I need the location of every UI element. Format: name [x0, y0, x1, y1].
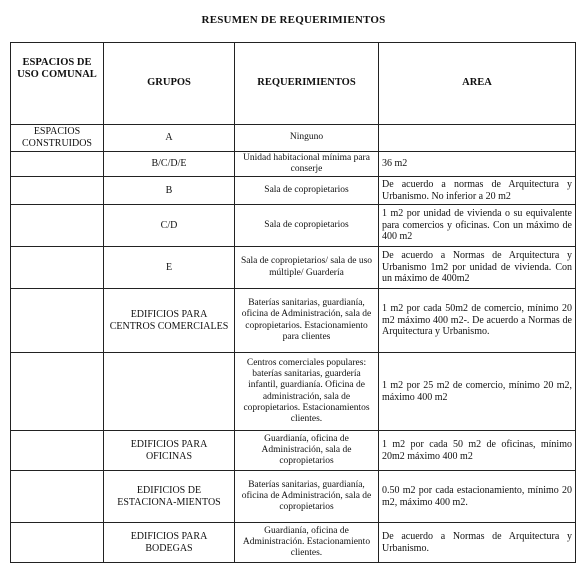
table-row: [11, 289, 576, 353]
table-header-row: [11, 43, 576, 125]
header-requerimientos: REQUERIMIENTOS: [235, 43, 379, 125]
cell-espacios: [11, 177, 104, 205]
cell-area: De acuerdo a normas de Arquitectura y Urbanismo. No inferior a 20 m2: [379, 177, 576, 205]
cell-requerimiento: Sala de copropietarios/ sala de uso múltiple/ Guardería: [235, 247, 379, 289]
table-row: [11, 353, 576, 431]
cell-requerimiento: Sala de copropietarios: [235, 205, 379, 247]
cell-espacios: [11, 523, 104, 563]
table-row: [11, 431, 576, 471]
cell-area: De acuerdo a Normas de Arquitectura y Urbanismo 1m2 por unidad de vivienda. Con un máximo de 400m2: [379, 247, 576, 289]
cell-area: 36 m2: [379, 151, 576, 176]
cell-espacios: [11, 289, 104, 353]
cell-requerimiento: Guardianía, oficina de Administración, sala de copropietarios: [235, 431, 379, 471]
cell-espacios: [11, 151, 104, 176]
cell-grupo: C/D: [104, 205, 235, 247]
header-grupos: GRUPOS: [104, 43, 235, 125]
cell-area: 1 m2 por cada 50 m2 de oficinas, mínimo 20m2 máximo 400 m2: [379, 431, 576, 471]
table-row: [11, 151, 576, 176]
cell-area: [379, 125, 576, 152]
cell-grupo: B/C/D/E: [104, 151, 235, 176]
cell-espacios: [11, 205, 104, 247]
table-row: [11, 205, 576, 247]
cell-grupo: EDIFICIOS PARA BODEGAS: [104, 523, 235, 563]
cell-espacios: [11, 247, 104, 289]
cell-area: 1 m2 por cada 50m2 de comercio, mínimo 20 m2 máximo 400 m2-. De acuerdo a Normas de Arquitectura y Urbanismo.: [379, 289, 576, 353]
cell-grupo: B: [104, 177, 235, 205]
header-area: AREA: [379, 43, 576, 125]
table-row: [11, 247, 576, 289]
cell-area: De acuerdo a Normas de Arquitectura y Urbanismo.: [379, 523, 576, 563]
table-row: [11, 523, 576, 563]
cell-area: 0.50 m2 por cada estacionamiento, mínimo 20 m2, máximo 400 m2.: [379, 471, 576, 523]
cell-area: 1 m2 por 25 m2 de comercio, mínimo 20 m2, máximo 400 m2: [379, 353, 576, 431]
cell-grupo: E: [104, 247, 235, 289]
cell-grupo: EDIFICIOS PARA OFICINAS: [104, 431, 235, 471]
cell-grupo: [104, 353, 235, 431]
table-row: [11, 177, 576, 205]
cell-espacios: [11, 353, 104, 431]
cell-requerimiento: Baterías sanitarias, guardianía, oficina de Administración, sala de copropietarios: [235, 471, 379, 523]
cell-grupo: A: [104, 125, 235, 152]
cell-requerimiento: Guardianía, oficina de Administración. Estacionamiento clientes.: [235, 523, 379, 563]
table-row: [11, 125, 576, 152]
cell-requerimiento: Sala de copropietarios: [235, 177, 379, 205]
document-title: RESUMEN DE REQUERIMIENTOS: [201, 14, 386, 26]
requirements-table: [10, 42, 576, 563]
cell-area: 1 m2 por unidad de vivienda o su equivalente para comercios y oficinas. Con un máximo de 400 m2: [379, 205, 576, 247]
cell-requerimiento: Baterías sanitarias, guardianía, oficina de Administración, sala de copropietarios. Estacionamiento para clientes: [235, 289, 379, 353]
cell-requerimiento: Unidad habitacional mínima para conserje: [235, 151, 379, 176]
cell-grupo: EDIFICIOS DE ESTACIONA-MIENTOS: [104, 471, 235, 523]
cell-espacios: [11, 471, 104, 523]
cell-requerimiento: Centros comerciales populares: baterías sanitarias, guardería infantil, guardianía. Oficina de administración, sala de copropietarios. Estacionamientos clientes.: [235, 353, 379, 431]
cell-grupo: EDIFICIOS PARA CENTROS COMERCIALES: [104, 289, 235, 353]
header-espacios: ESPACIOS DE USO COMUNAL: [11, 43, 104, 125]
cell-espacios: [11, 431, 104, 471]
cell-requerimiento: Ninguno: [235, 125, 379, 152]
table-row: [11, 471, 576, 523]
cell-espacios: ESPACIOS CONSTRUIDOS: [11, 125, 104, 152]
